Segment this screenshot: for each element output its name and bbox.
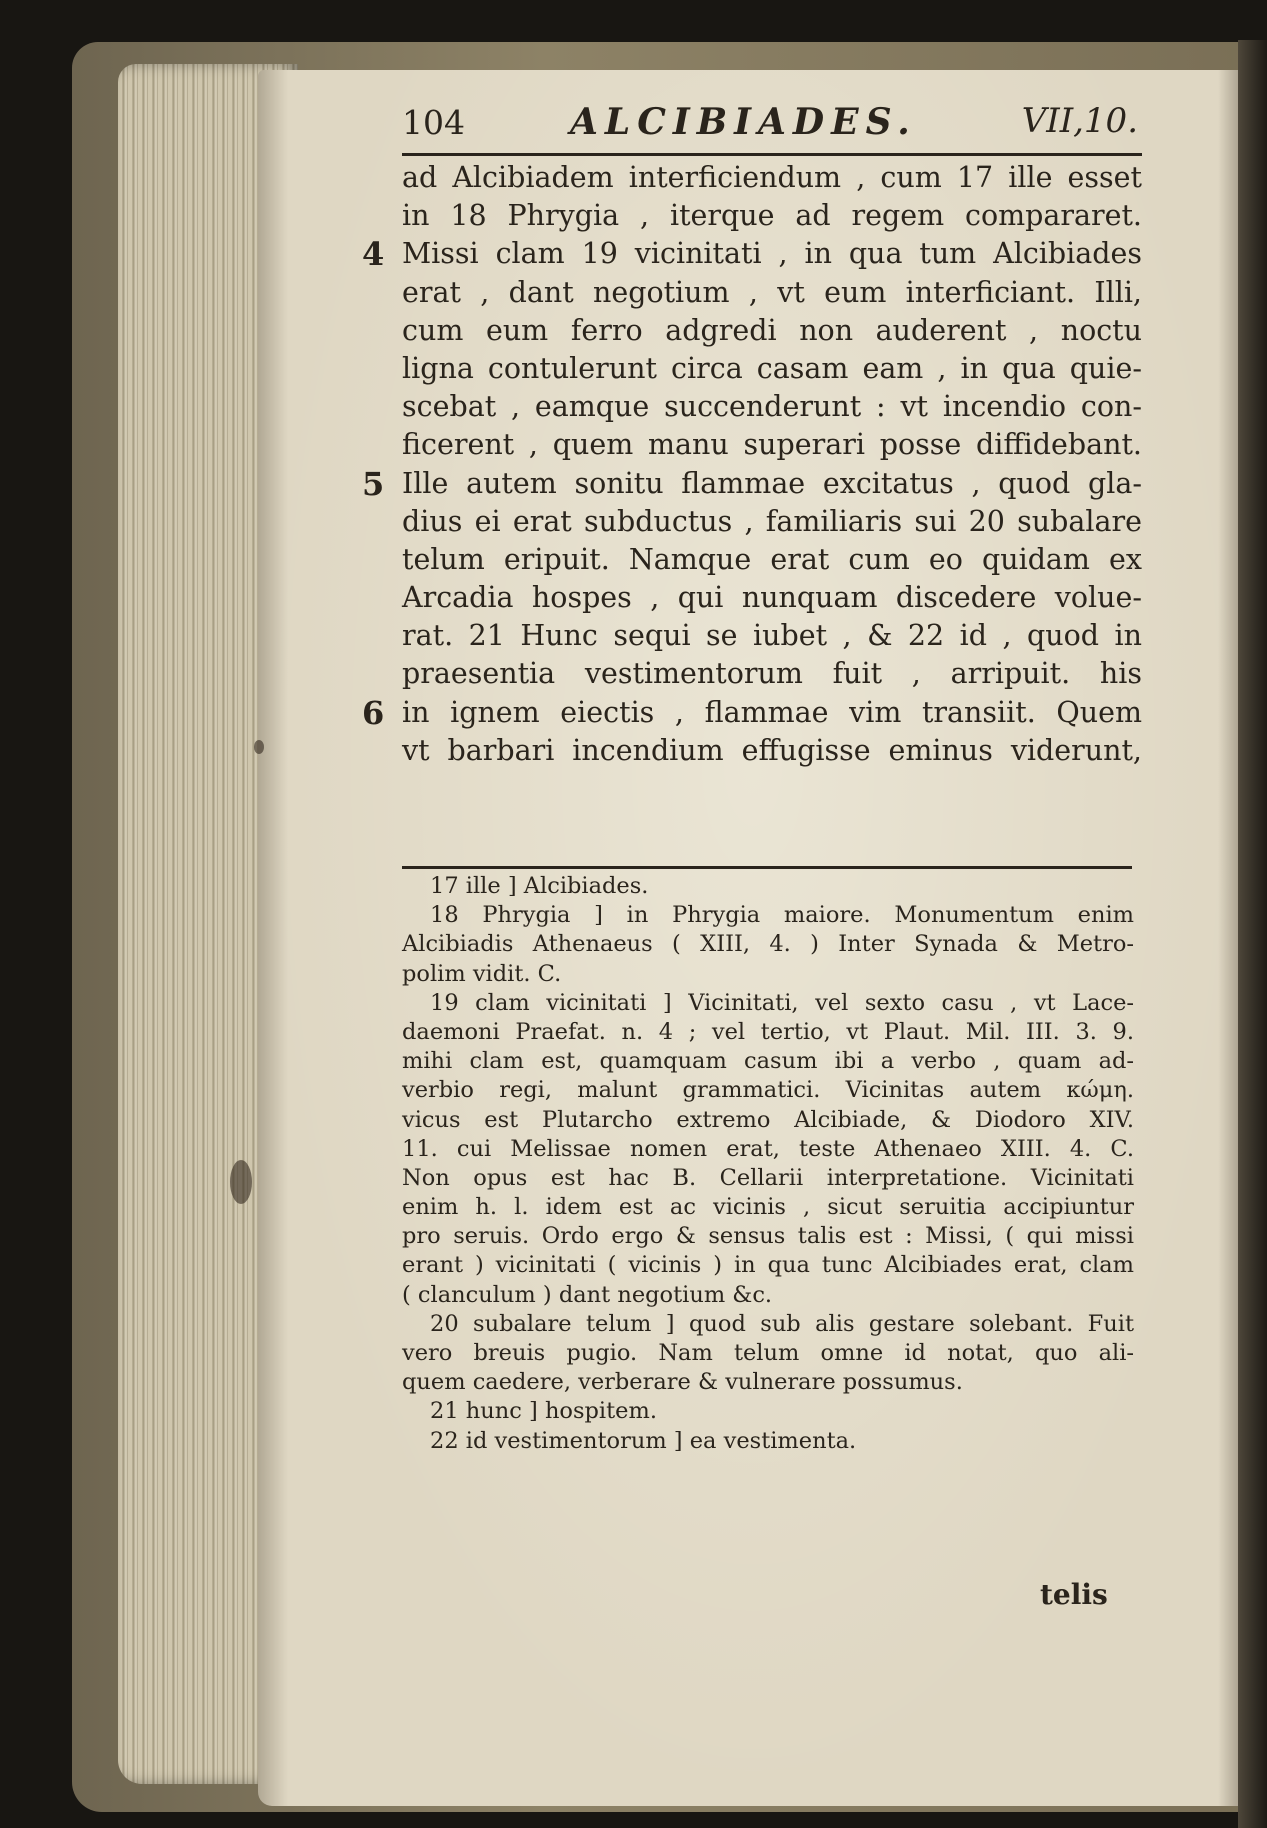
- line-text: in 18 Phrygia , iterque ad regem compararet.: [402, 199, 1142, 233]
- ink-stain: [230, 1160, 252, 1204]
- line-text: vt barbari incendium effugisse eminus viderunt,: [402, 733, 1142, 767]
- text-block: [362, 95, 1142, 770]
- line-text: Missi clam 19 vicinitati , in qua tum Alcibiades: [402, 237, 1142, 271]
- footnote-line: 17 ille ] Alcibiades.: [430, 873, 649, 899]
- text-line: [402, 274, 1142, 312]
- text-line: [362, 235, 1142, 274]
- page-header: [402, 95, 1142, 151]
- line-text: scebat , eamque succenderunt : vt incendio con-: [402, 390, 1142, 424]
- line-text: praesentia vestimentorum fuit , arripuit. his: [402, 657, 1142, 691]
- text-line: [402, 503, 1142, 541]
- page-number: 104: [402, 103, 465, 142]
- footnote-line: 11. cui Melissae nomen erat, teste Athenaeo XIII. 4. C.: [402, 1135, 1134, 1162]
- line-text: Arcadia hospes , qui nunquam discedere volue-: [402, 581, 1142, 615]
- footnote-line: Non opus est hac B. Cellarii interpretatione. Vicinitati: [402, 1164, 1134, 1191]
- notes-divider: [402, 866, 1132, 869]
- text-line: [402, 426, 1142, 464]
- text-line: [402, 655, 1142, 693]
- text-line: [402, 579, 1142, 617]
- line-text: in ignem eiectis , flammae vim transiit. Quem: [402, 695, 1142, 729]
- line-text: ligna contulerunt circa casam eam , in qua quie-: [402, 351, 1142, 385]
- text-line: [402, 159, 1142, 197]
- footnotes: [402, 872, 1134, 1456]
- footnote-line: Alcibiadis Athenaeus ( XIII, 4. ) Inter Synada & Metro-: [402, 931, 1134, 958]
- text-line: [402, 197, 1142, 235]
- line-text: ad Alcibiadem interficiendum , cum 17 ille esset: [402, 161, 1142, 194]
- footnote-line: verbio regi, malunt grammatici. Vicinitas autem κώμη.: [402, 1077, 1134, 1104]
- line-text: telum eripuit. Namque erat cum eo quidam ex: [402, 542, 1142, 576]
- main-text: [362, 159, 1142, 770]
- footnote-line: polim vidit. C.: [402, 960, 562, 987]
- footnote-line: 22 id vestimentorum ] ea vestimenta.: [430, 1427, 857, 1454]
- line-text: rat. 21 Hunc sequi se iubet , & 22 id , quod in: [402, 619, 1142, 653]
- header-rule: [402, 153, 1142, 156]
- footnote-line: erant ) vicinitati ( vicinis ) in qua tunc Alcibiades erat, clam: [402, 1252, 1134, 1279]
- footnote-line: ( clanculum ) dant negotium &c.: [402, 1281, 773, 1308]
- line-text: erat , dant negotium , vt eum interficiant. Illi,: [402, 275, 1142, 309]
- footnote-line: pro seruis. Ordo ergo & sensus talis est : Missi, ( qui missi: [402, 1223, 1134, 1250]
- footnote-line: 18 Phrygia ] in Phrygia maiore. Monumentum enim: [430, 902, 1134, 929]
- line-text: cum eum ferro adgredi non auderent , noctu: [402, 313, 1142, 347]
- footnote-line: daemoni Praefat. n. 4 ; vel tertio, vt Plaut. Mil. III. 3. 9.: [402, 1018, 1134, 1045]
- ink-stain: [254, 740, 264, 754]
- page-gutter-shadow: [1238, 40, 1267, 1828]
- footnote-line: enim h. l. idem est ac vicinis , sicut seruitia accipiuntur: [402, 1194, 1134, 1221]
- running-title: ALCIBIADES.: [570, 101, 917, 143]
- text-line: [402, 541, 1142, 579]
- footnote-line: quem caedere, verberare & vulnerare possumus.: [402, 1369, 963, 1396]
- text-line: [402, 388, 1142, 426]
- text-line: [402, 350, 1142, 388]
- text-line: [402, 732, 1142, 770]
- footnote-line: 19 clam vicinitati ] Vicinitati, vel sexto casu , vt Lace-: [430, 989, 1134, 1016]
- text-line: [362, 464, 1142, 503]
- footnote-line: mihi clam est, quamquam casum ibi a verbo , quam ad-: [402, 1048, 1134, 1075]
- catchword: telis: [1040, 1578, 1108, 1611]
- line-text: Ille autem sonitu flammae excitatus , quod gla-: [402, 466, 1142, 500]
- footnote-line: vicus est Plutarcho extremo Alcibiade, & Diodoro XIV.: [402, 1106, 1134, 1133]
- line-text: dius ei erat subductus , familiaris sui 20 subalare: [402, 504, 1142, 538]
- footnote-line: 20 subalare telum ] quod sub alis gestare solebant. Fuit: [430, 1310, 1134, 1337]
- section-reference: VII,10.: [1021, 101, 1138, 141]
- paragraph-number: 5: [362, 464, 385, 503]
- footnote-line: 21 hunc ] hospitem.: [430, 1398, 657, 1425]
- text-line: [362, 693, 1142, 732]
- paragraph-number: 6: [362, 693, 385, 732]
- text-line: [402, 617, 1142, 655]
- text-line: [402, 312, 1142, 350]
- line-text: ficerent , quem manu superari posse diffidebant.: [402, 428, 1142, 462]
- paragraph-number: 4: [362, 235, 385, 274]
- footnote-line: vero breuis pugio. Nam telum omne id notat, quo ali-: [402, 1340, 1134, 1366]
